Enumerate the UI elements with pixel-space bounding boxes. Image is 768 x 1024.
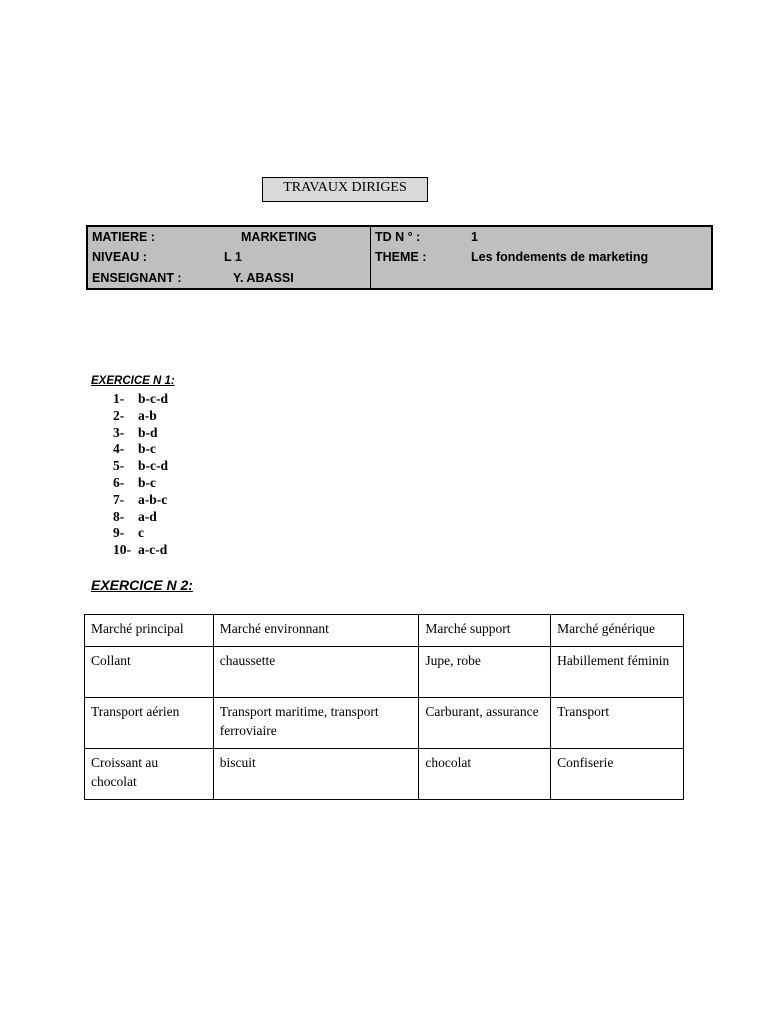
answer-item	[113, 408, 168, 425]
td-number-value: 1	[471, 230, 478, 244]
table-header-cell: Marché environnant	[213, 615, 419, 647]
table-row	[85, 698, 684, 749]
answer-value: b-c-d	[138, 458, 168, 474]
niveau-label: NIVEAU :	[92, 250, 147, 264]
table-cell: Carburant, assurance	[419, 698, 551, 749]
table-cell: Confiserie	[551, 749, 684, 800]
answer-value: a-b-c	[138, 491, 168, 507]
answer-value: b-c	[138, 474, 156, 490]
enseignant-value: Y. ABASSI	[233, 271, 294, 285]
answer-item	[113, 475, 168, 492]
exercise1-heading: EXERCICE N 1:	[91, 375, 175, 387]
info-table-divider	[370, 227, 371, 288]
answer-item	[113, 425, 168, 442]
table-cell: chaussette	[213, 647, 419, 698]
course-info-table	[86, 225, 713, 290]
table-header-cell: Marché principal	[85, 615, 214, 647]
answer-number: 10-	[113, 542, 131, 558]
table-cell: biscuit	[213, 749, 419, 800]
table-cell: Transport	[551, 698, 684, 749]
answer-value: c	[138, 525, 144, 541]
table-row	[85, 647, 684, 698]
market-table	[84, 614, 684, 800]
answer-item	[113, 492, 168, 509]
answer-number: 4-	[113, 441, 125, 457]
table-cell: Habillement féminin	[551, 647, 684, 698]
theme-value: Les fondements de marketing	[471, 250, 649, 264]
table-cell: Collant	[85, 647, 214, 698]
table-cell: Transport maritime, transport ferroviaire	[213, 698, 419, 749]
answer-number: 9-	[113, 525, 125, 541]
answer-number: 6-	[113, 474, 125, 490]
answer-value: a-d	[138, 508, 157, 524]
answer-number: 2-	[113, 407, 125, 423]
answer-number: 7-	[113, 491, 125, 507]
niveau-value: L 1	[224, 250, 242, 264]
theme-label: THEME :	[375, 250, 427, 264]
exercise2-heading: EXERCICE N 2:	[91, 577, 193, 593]
answer-number: 3-	[113, 424, 125, 440]
exercise1-answer-list	[113, 391, 168, 559]
answer-value: b-c	[138, 441, 156, 457]
td-number-label: TD N ° :	[375, 230, 421, 244]
answer-item	[113, 509, 168, 526]
page-title: TRAVAUX DIRIGES	[262, 177, 428, 202]
table-cell: Croissant au chocolat	[85, 749, 214, 800]
answer-item	[113, 525, 168, 542]
table-header-cell: Marché générique	[551, 615, 684, 647]
answer-number: 5-	[113, 458, 125, 474]
table-cell: Transport aérien	[85, 698, 214, 749]
matiere-label: MATIERE :	[92, 230, 155, 244]
answer-item	[113, 391, 168, 408]
table-cell: chocolat	[419, 749, 551, 800]
answer-item	[113, 441, 168, 458]
answer-value: a-b	[138, 407, 157, 423]
enseignant-label: ENSEIGNANT :	[92, 271, 182, 285]
matiere-value: MARKETING	[241, 230, 317, 244]
answer-number: 1-	[113, 391, 125, 406]
answer-value: a-c-d	[138, 542, 168, 558]
answer-value: b-c-d	[138, 391, 168, 406]
answer-item	[113, 458, 168, 475]
table-header-row	[85, 615, 684, 647]
answer-item	[113, 542, 168, 559]
answer-number: 8-	[113, 508, 125, 524]
answer-value: b-d	[138, 424, 158, 440]
table-header-cell: Marché support	[419, 615, 551, 647]
table-cell: Jupe, robe	[419, 647, 551, 698]
table-row	[85, 749, 684, 800]
